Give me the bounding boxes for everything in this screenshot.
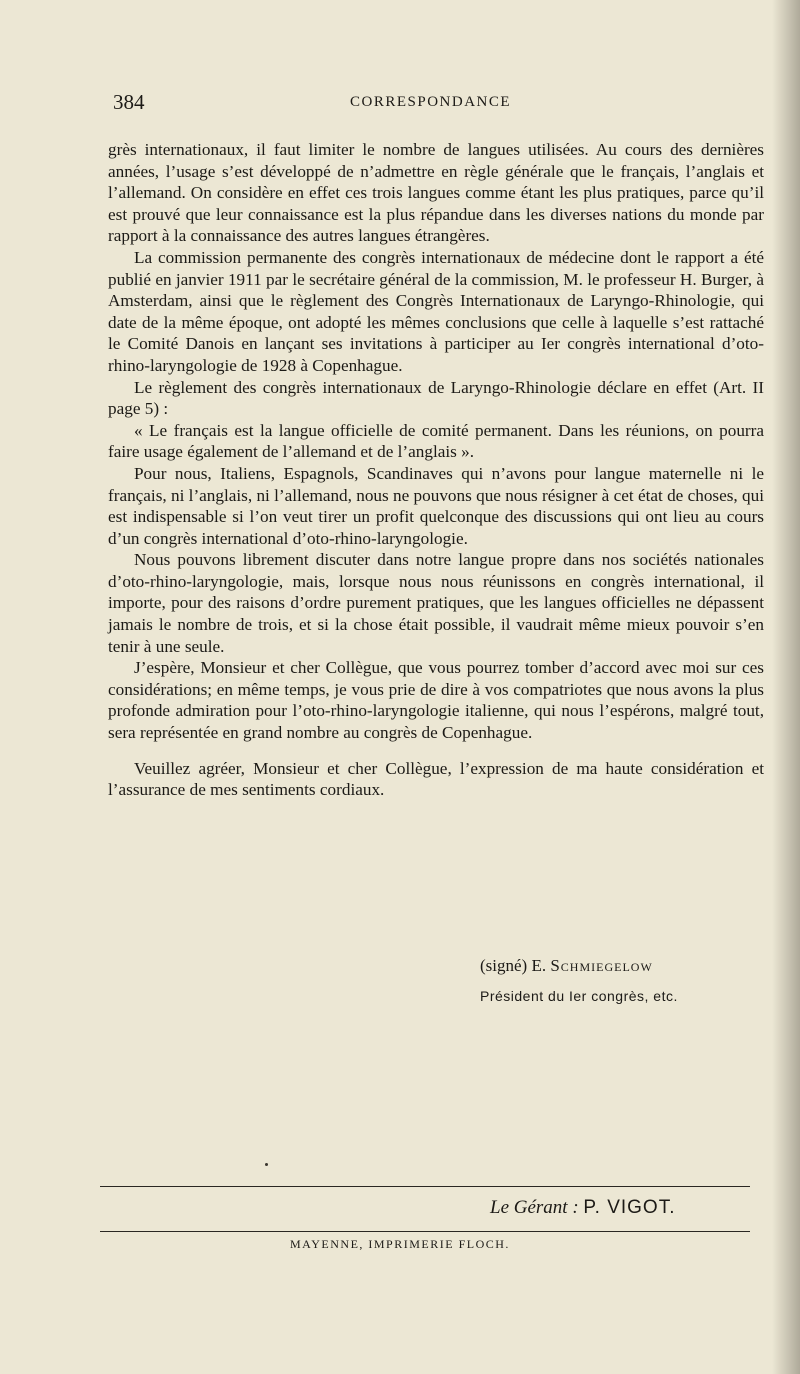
page-number: 384 [113, 90, 145, 114]
quotation-paragraph: « Le français est la langue officielle de comité permanent. Dans les réunions, on pourra faire usage également de l’allemand et de l’anglais ». [108, 420, 764, 462]
paragraph: J’espère, Monsieur et cher Collègue, que vous pourrez tomber d’accord avec moi sur ces considérations; en même temps, je vous prie de dire à vos compatriotes que nous avons la plus profonde admiration pour l’oto-rhino-laryngologie italienne, qui nous l’espérons, malgré tout, sera représentée en grand nombre au congrès de Copenhague. [108, 658, 764, 743]
page-edge-shadow [772, 0, 800, 1374]
running-head: CORRESPONDANCE [350, 94, 512, 110]
signature-name: Schmiegelow [550, 956, 653, 975]
paragraph: Nous pouvons librement discuter dans notre langue propre dans nos sociétés nationales d’oto-rhino-laryngologie, mais, lorsque nous nous réunissons en congrès international, il importe, pour des raisons d’ordre purement pratiques, que les langues officielles ne dépassent jamais le nombre de trois, et si la chose était possible, il vaudrait même mieux pouvoir s’en tenir à une seule. [108, 550, 764, 656]
signature [480, 956, 653, 976]
signatory-title: Président du Ier congrès, etc. [480, 988, 678, 1004]
footer-rule-top [100, 1186, 750, 1187]
closing-paragraph: Veuillez agréer, Monsieur et cher Collègue, l’expression de ma haute considération et l’assurance de mes sentiments cordiaux. [108, 758, 764, 800]
printer-imprint: MAYENNE, IMPRIMERIE FLOCH. [290, 1237, 510, 1251]
paragraph: La commission permanente des congrès internationaux de médecine dont le rapport a été publié en janvier 1911 par le secrétaire général de la commission, M. le professeur H. Burger, à Amsterdam, ainsi que le règlement des Congrès Internationaux de Laryngo-Rhinologie, qui date de la même époque, ont adopté les mêmes conclusions que celle à laquelle s’est rattaché le Comité Danois en lançant ses invitations à participer au Ier congrès international d’oto-rhino-laryngologie de 1928 à Copenhague. [108, 247, 764, 375]
gerant-line [490, 1197, 675, 1219]
print-speck [265, 1163, 268, 1166]
paragraph: Le règlement des congrès internationaux de Laryngo-Rhinologie déclare en effet (Art. II page 5) : [108, 377, 764, 419]
footer-rule-bottom [100, 1231, 750, 1232]
paragraph-gap [108, 744, 764, 758]
paragraph: Pour nous, Italiens, Espagnols, Scandinaves qui n’avons pour langue maternelle ni le français, ni l’anglais, ni l’allemand, nous ne pouvons que nous résigner à cet état de choses, qui est indispensable si l’on veut tirer un profit quelconque des discussions qui ont lieu au cours d’un congrès international d’oto-rhino-laryngologie. [108, 463, 764, 548]
page-header [113, 90, 763, 120]
gerant-label: Le Gérant : [490, 1197, 579, 1218]
letter-body [108, 139, 764, 801]
gerant-name: P. VIGOT. [583, 1197, 676, 1218]
paragraph: grès internationaux, il faut limiter le nombre de langues utilisées. Au cours des dernières années, l’usage s’est développé de n’admettre en règle générale que le français, l’anglais et l’allemand. On considère en effet ces trois langues comme étant les plus pratiques, parce qu’il est prouvé que leur connaissance est la plus répandue dans les diverses nations du monde par rapport à la connaissance des autres langues étrangères. [108, 140, 764, 246]
signature-prefix: (signé) E. [480, 956, 547, 975]
